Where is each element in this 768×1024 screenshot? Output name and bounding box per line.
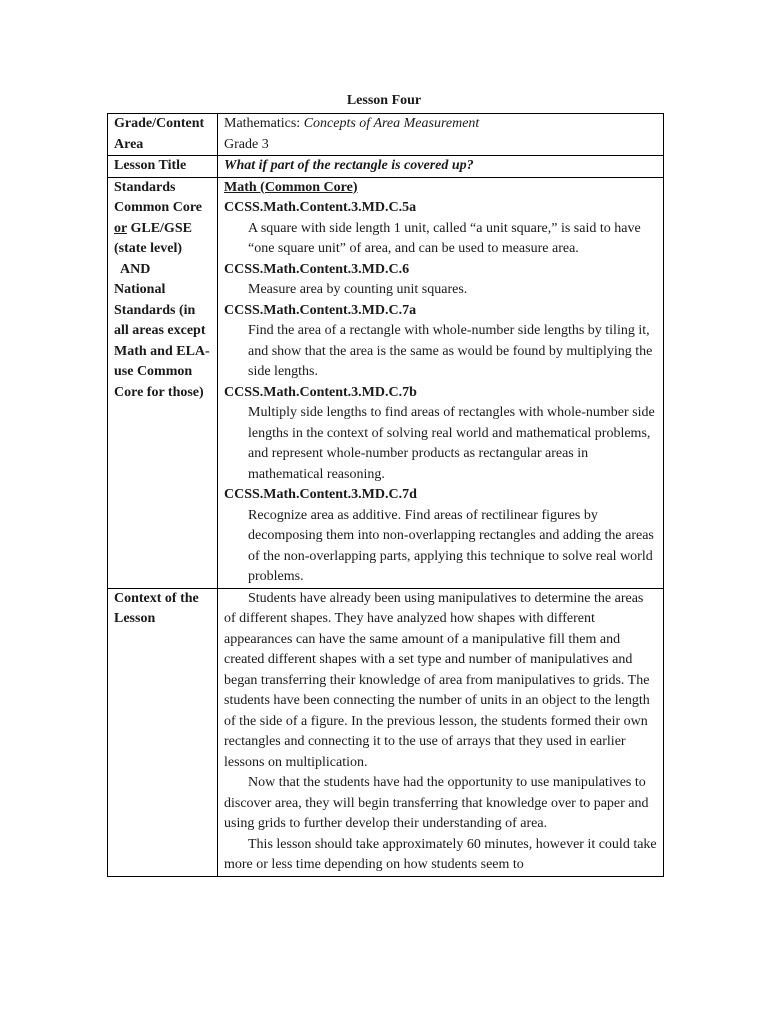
context-paragraph: This lesson should take approximately 60 minutes, however it could take more or less time depending on how students seem to (224, 836, 657, 872)
standard-description: Multiply side lengths to find areas of rectangles with whole-number side lengths in the context of solving real world and mathematical problems, and represent whole-number products as rectangular areas in mathematical reasoning. (248, 405, 655, 482)
standards-label-and: AND (120, 261, 151, 277)
document-title: Lesson Four (346, 93, 422, 108)
standards-label-part2: GLE/GSE (state level) (114, 220, 192, 256)
label-context: Context of the Lesson (108, 588, 218, 876)
standards-label-or: or (114, 220, 127, 236)
value-context (218, 588, 664, 876)
lesson-plan-table (107, 113, 664, 877)
standard-description: Measure area by counting unit squares. (248, 282, 468, 297)
row-context (108, 588, 664, 876)
row-lesson-title (108, 156, 664, 178)
row-standards (108, 177, 664, 588)
subject-line (224, 114, 657, 135)
row-grade-content-area (108, 114, 664, 156)
label-grade-content-area: Grade/Content Area (108, 114, 218, 156)
standard-description: A square with side length 1 unit, called “a unit square,” is said to have “one square unit” of area, and can be used to measure area. (248, 220, 641, 256)
standard-description: Recognize area as additive. Find areas of rectilinear figures by decomposing them into non-overlapping rectangles and adding the areas of the non-overlapping parts, applying this technique to solve real world problems. (248, 507, 654, 584)
value-standards (218, 177, 664, 588)
standards-heading: Math (Common Core) (224, 179, 358, 195)
grade-level: Grade 3 (224, 136, 269, 152)
context-paragraph: Students have already been using manipulatives to determine the areas of different shapes. They have analyzed how shapes with different appearances can have the same amount of a manipulative fill them and created different shapes with a set type and number of manipulatives and began transferring their knowledge of area from manipulatives to grids. The students have been connecting the number of units in an object to the length of the side of a figure. In the previous lesson, the students formed their own rectangles and connecting it to the use of arrays that they used in earlier lessons on multiplication. (224, 590, 650, 770)
standard-code: CCSS.Math.Content.3.MD.C.7d (224, 487, 417, 502)
standard-code: CCSS.Math.Content.3.MD.C.6 (224, 261, 410, 277)
standard-code: CCSS.Math.Content.3.MD.C.5a (224, 200, 417, 215)
standards-label-part3: National Standards (in all areas except Math and ELA-use Common Core for those) (114, 282, 210, 400)
context-paragraph: Now that the students have had the opportunity to use manipulatives to discover area, they will begin transferring that knowledge over to paper and using grids to further develop their understanding of area. (224, 775, 649, 831)
label-lesson-title: Lesson Title (108, 156, 218, 178)
standard-code: CCSS.Math.Content.3.MD.C.7b (224, 384, 417, 400)
subject-prefix: Mathematics: (224, 116, 304, 131)
standard-description: Find the area of a rectangle with whole-number side lengths by tiling it, and show that the area is the same as would be found by multiplying the side lengths. (248, 323, 653, 379)
lesson-title-text: What if part of the rectangle is covered up? (224, 158, 474, 173)
label-standards (108, 177, 218, 588)
standard-code: CCSS.Math.Content.3.MD.C.7a (224, 302, 417, 318)
standards-label-part1: Standards Common Core (114, 179, 203, 215)
value-grade-content-area (218, 114, 664, 156)
subject-topic: Concepts of Area Measurement (303, 116, 480, 131)
value-lesson-title (218, 156, 664, 178)
